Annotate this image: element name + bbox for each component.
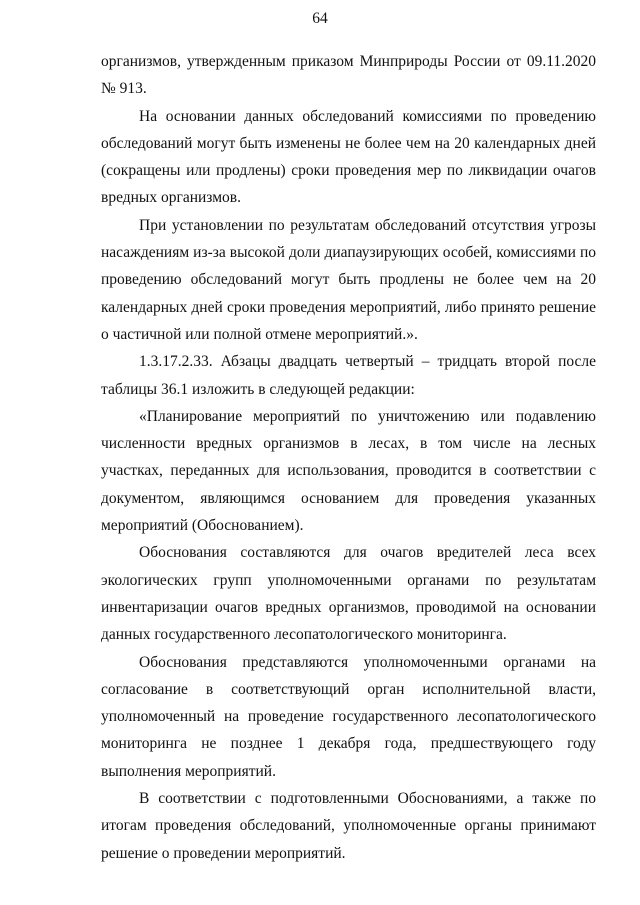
paragraph-4: 1.3.17.2.33. Абзацы двадцать четвертый – тридцать второй после таблицы 36.1 изложить в следующей редакции:	[101, 353, 596, 398]
paragraph-2: На основании данных обследований комиссиями по проведению обследований могут быть изменены не более чем на 20 календарных дней (сокращены или продлены) сроки проведения мер по ликвидации очагов вредных организмов.	[101, 107, 596, 207]
paragraph-6: Обоснования составляются для очагов вредителей леса всех экологических групп уполномоченными органами по результатам инвентаризации очагов вредных организмов, проводимой на основании данных государственного лесопатологического мониторинга.	[101, 544, 596, 644]
paragraph-3: При установлении по результатам обследований отсутствия угрозы насаждениям из-за высокой доли диапаузирующих особей, комиссиями по проведению обследований могут быть продлены не более чем на 20 календарных дней сроки проведения мероприятий, либо принято решение о частичной или полной отмене мероприятий.».	[101, 216, 596, 343]
paragraph-7: Обоснования представляются уполномоченными органами на согласование в соответствующий орган исполнительной власти, уполномоченный на проведение государственного лесопатологического мониторинга не позднее 1 декабря года, предшествующего году выполнения мероприятий.	[101, 653, 596, 780]
page-number: 64	[312, 10, 328, 27]
paragraph-1: организмов, утвержденным приказом Минприроды России от 09.11.2020 № 913.	[101, 53, 596, 98]
paragraph-8: В соответствии с подготовленными Обоснованиями, а также по итогам проведения обследований, уполномоченные органы принимают решение о проведении мероприятий.	[101, 790, 596, 862]
document-body	[101, 48, 596, 867]
paragraph-5: «Планирование мероприятий по уничтожению или подавлению численности вредных организмов в лесах, в том числе на лесных участках, переданных для использования, проводится в соответствии с документом, являющимся основанием для проведения указанных мероприятий (Обоснованием).	[101, 407, 596, 535]
